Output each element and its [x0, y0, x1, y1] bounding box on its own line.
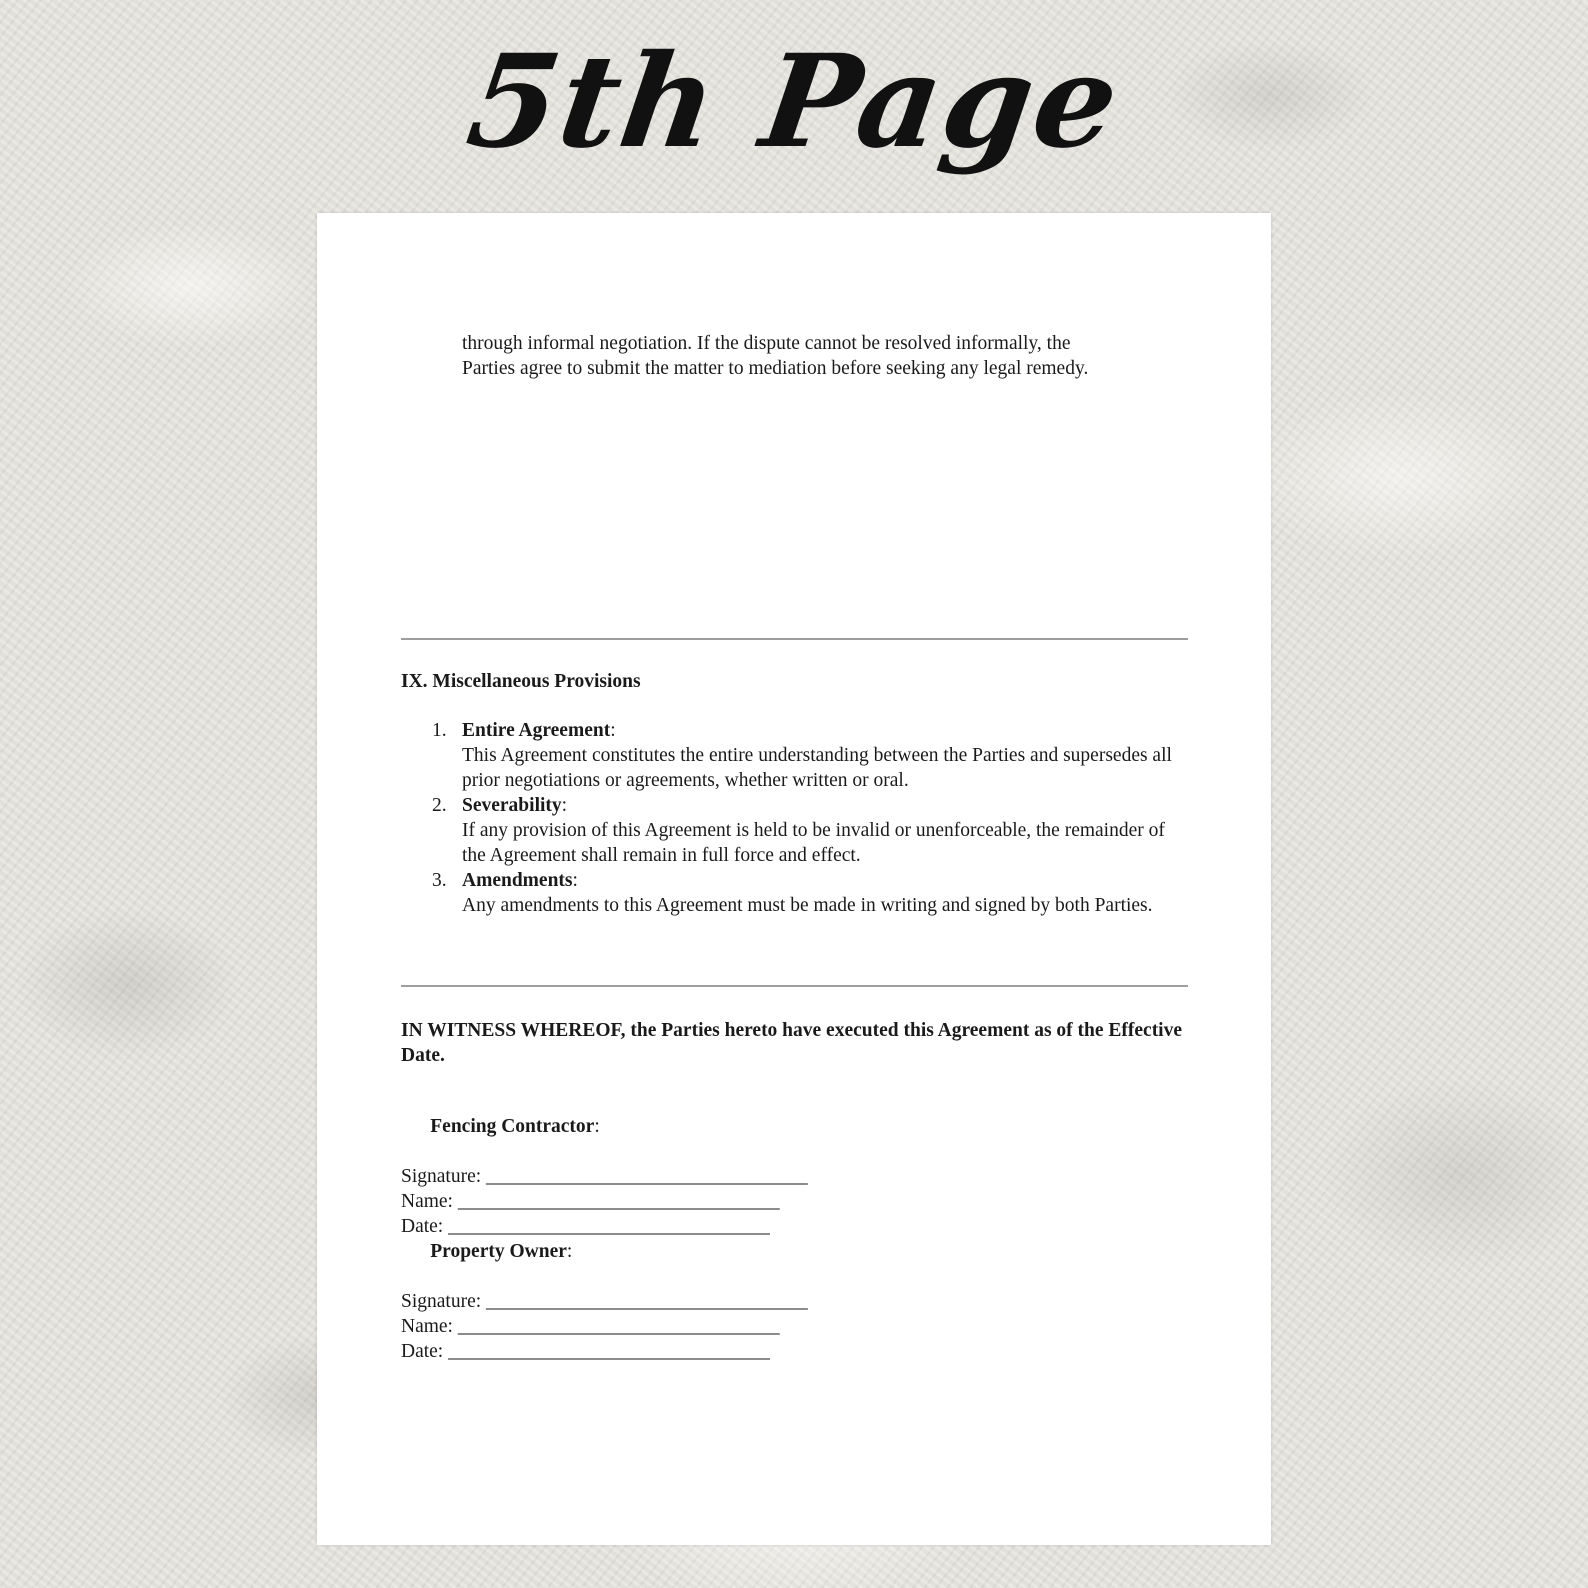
- provisions-list: [401, 718, 1188, 918]
- list-item-colon: :: [572, 870, 578, 891]
- party-colon: :: [594, 1116, 600, 1137]
- document-page: [317, 213, 1271, 1545]
- list-item-number: 1.: [432, 720, 447, 741]
- continued-paragraph: [462, 331, 1182, 381]
- name-line: Name: _________________________________: [401, 1191, 780, 1212]
- list-item-body: This Agreement constitutes the entire understanding between the Parties and supersedes all prior negotiations or agreements, whether written or oral.: [462, 745, 1172, 791]
- page-heading: 5th Page: [459, 27, 1129, 177]
- list-item-body: Any amendments to this Agreement must be made in writing and signed by both Parties.: [462, 895, 1153, 916]
- continued-line: Parties agree to submit the matter to mediation before seeking any legal remedy.: [462, 358, 1089, 379]
- witness-statement: IN WITNESS WHEREOF, the Parties hereto have executed this Agreement as of the Effective Date.: [401, 1020, 1183, 1066]
- list-item-title: Severability: [462, 795, 562, 816]
- section-title: IX. Miscellaneous Provisions: [401, 671, 641, 692]
- list-item-colon: :: [561, 795, 568, 816]
- name-line: Name: _________________________________: [401, 1316, 780, 1337]
- list-item-title: Entire Agreement: [462, 720, 611, 741]
- date-line: Date: _________________________________: [401, 1216, 770, 1237]
- list-item-colon: :: [610, 720, 616, 741]
- list-item-number: 3.: [432, 870, 447, 891]
- list-item-body: If any provision of this Agreement is held to be invalid or unenforceable, the remainder of the Agreement shall remain in full force and effect.: [462, 820, 1165, 866]
- signature-line: Signature: _________________________________: [401, 1166, 808, 1187]
- signature-line: Signature: _________________________________: [401, 1291, 808, 1312]
- list-item: [401, 718, 1188, 793]
- signature-block-owner: [401, 1214, 1001, 1364]
- party-name: Property Owner: [430, 1241, 567, 1262]
- date-line: Date: _________________________________: [401, 1341, 770, 1362]
- list-item: [401, 793, 1188, 868]
- list-item: [401, 868, 1188, 918]
- party-colon: :: [566, 1241, 573, 1262]
- continued-line: through informal negotiation. If the dispute cannot be resolved informally, the: [462, 333, 1071, 354]
- list-item-number: 2.: [432, 795, 447, 816]
- list-item-title: Amendments: [462, 870, 573, 891]
- party-name: Fencing Contractor: [430, 1116, 595, 1137]
- section-divider: [401, 638, 1188, 640]
- section-divider: [401, 985, 1188, 987]
